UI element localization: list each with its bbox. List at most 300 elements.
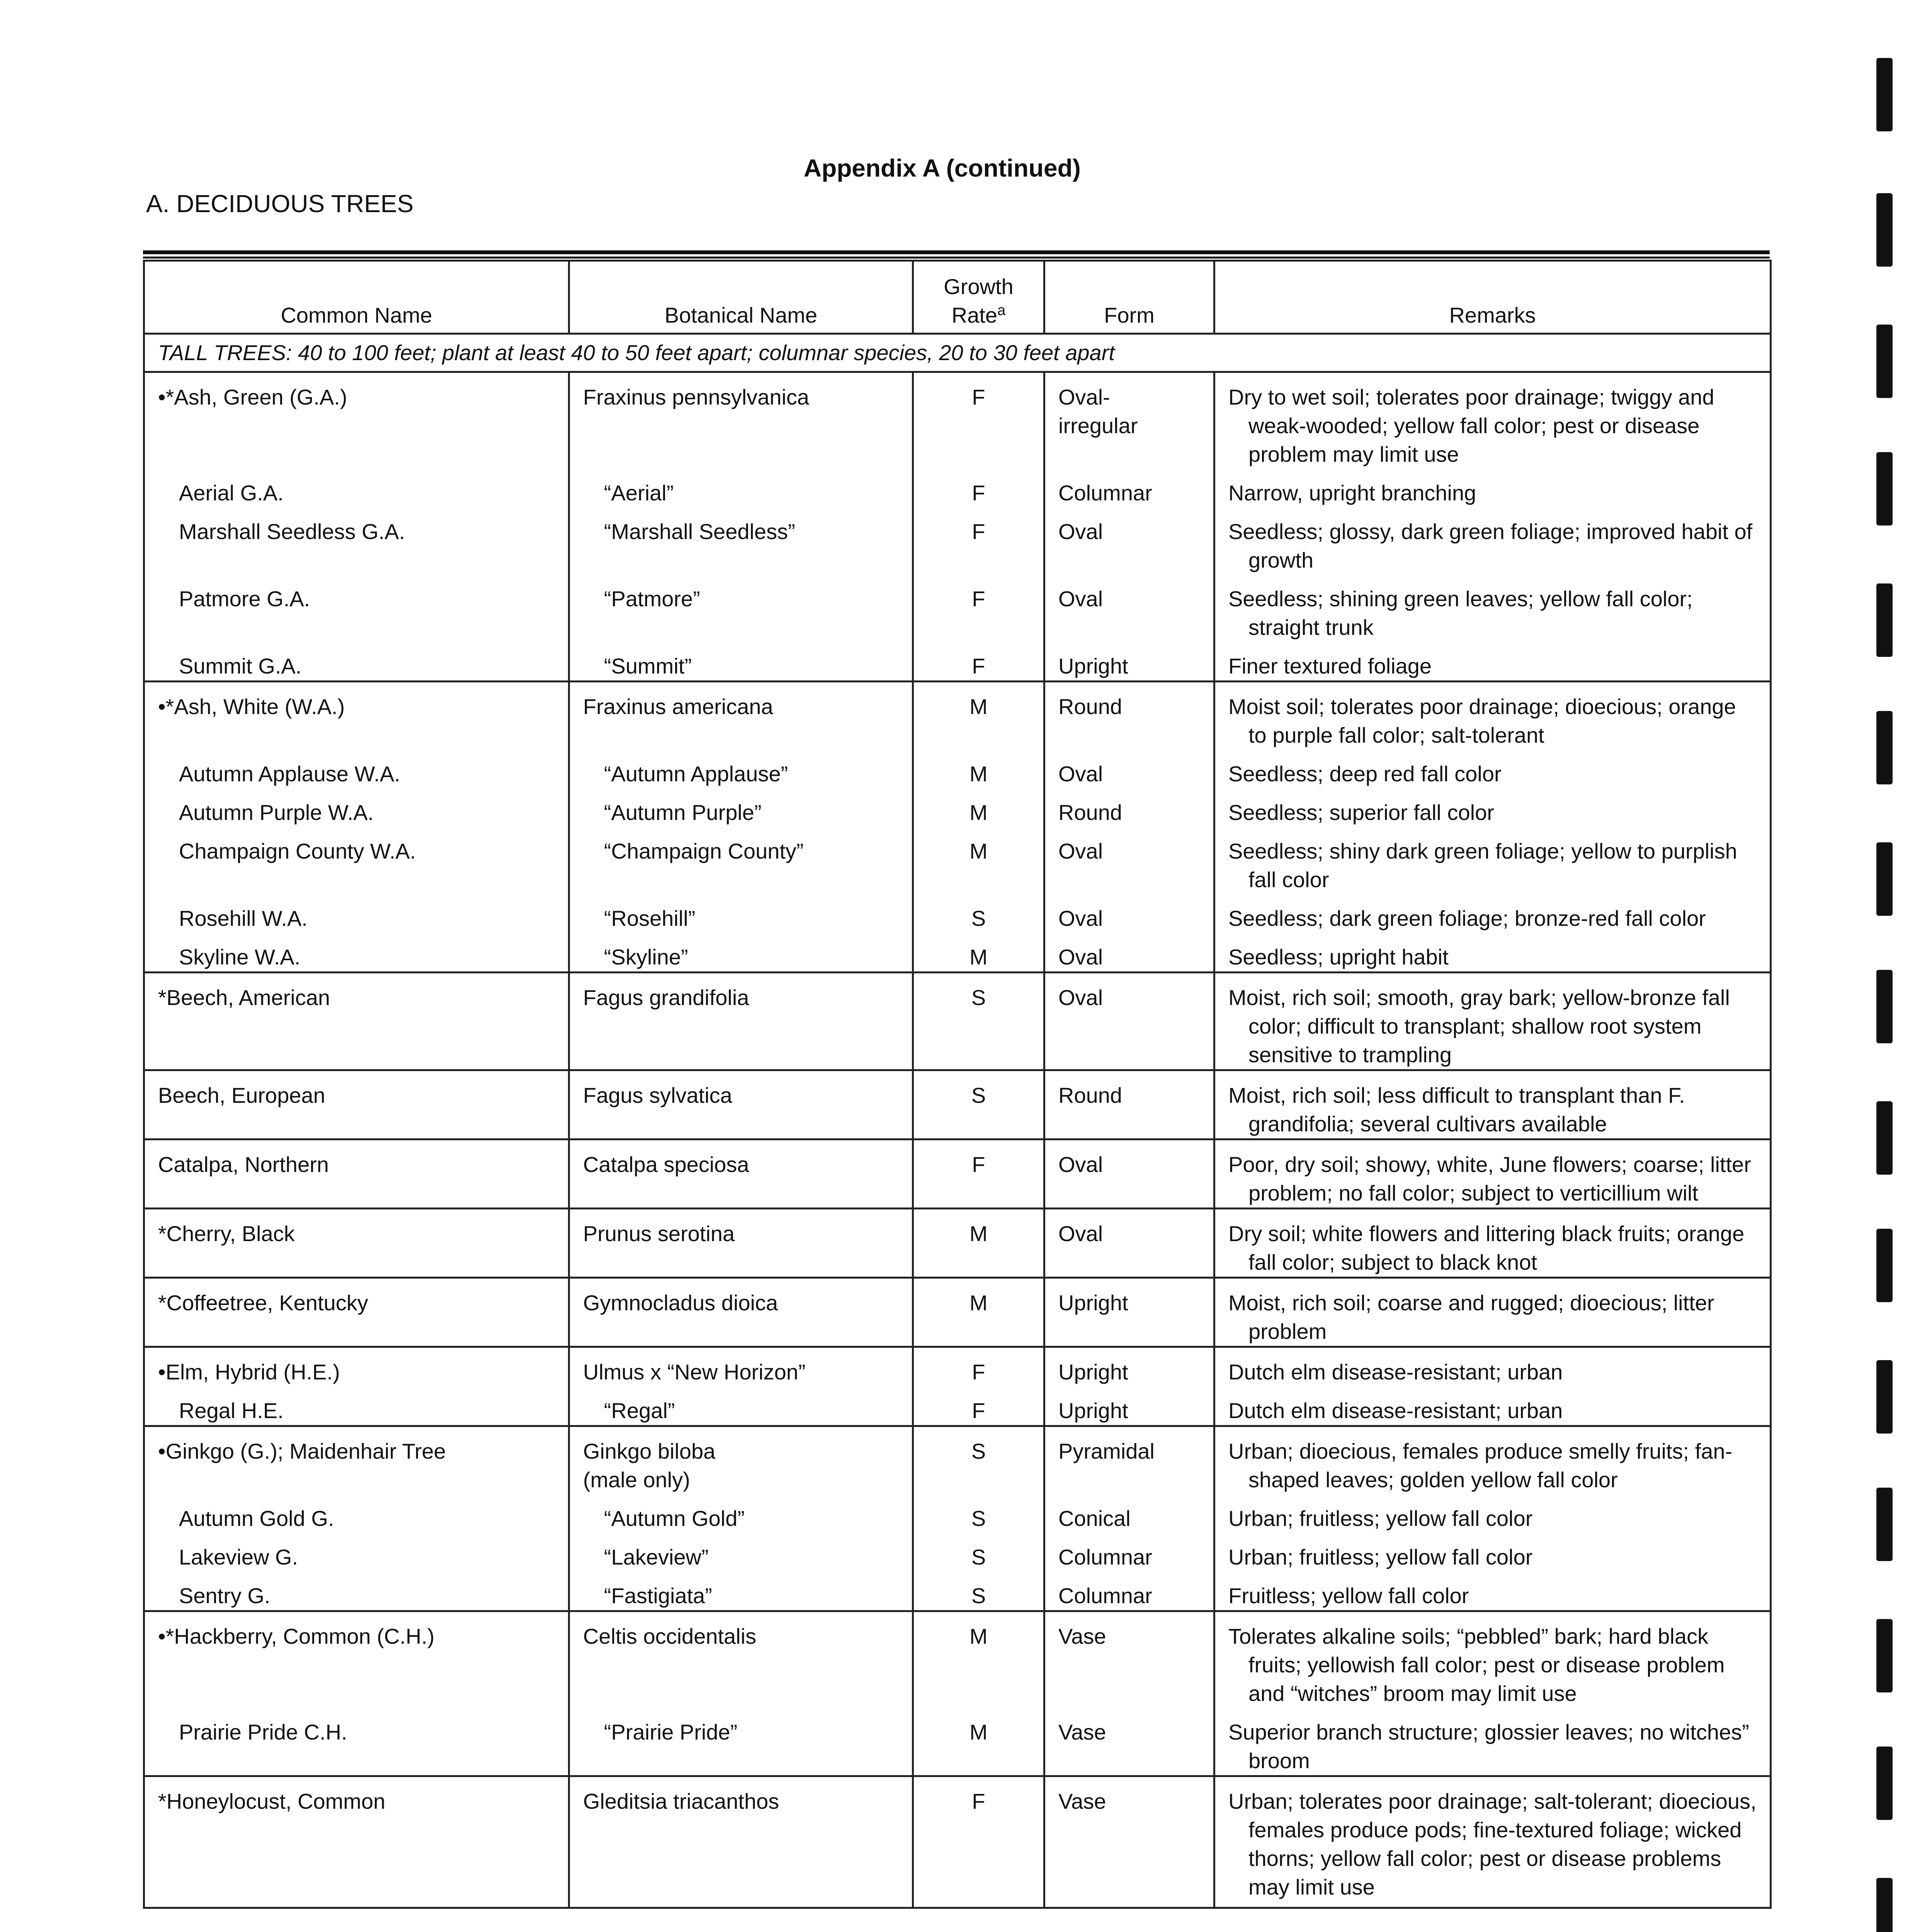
growth-rate-text: S (971, 1083, 986, 1107)
growth-rate-cell (913, 788, 1044, 827)
growth-rate-cell (913, 973, 1044, 1070)
botanical-name-text: Gleditsia triacanthos (583, 1789, 779, 1813)
botanical-name-cell (569, 827, 913, 894)
deciduous-trees-table (143, 260, 1772, 1909)
common-name-cell (144, 1347, 569, 1387)
table-row (144, 372, 1771, 469)
table-row (144, 894, 1771, 933)
botanical-name-text: “Rosehill” (604, 906, 696, 930)
remarks-cell (1214, 1386, 1771, 1426)
form-text: Oval (1058, 985, 1103, 1010)
common-name-text: *Coffeetree, Kentucky (158, 1291, 368, 1315)
growth-rate-cell (913, 1571, 1044, 1611)
table-row (144, 973, 1771, 1070)
form-text: Oval (1058, 1221, 1103, 1246)
binder-mark (1876, 1878, 1893, 1932)
common-name-cell (144, 973, 569, 1070)
remarks-cell (1214, 1139, 1771, 1209)
remarks-cell (1214, 1209, 1771, 1278)
growth-rate-cell (913, 933, 1044, 973)
remarks-text: Fruitless; yellow fall color (1228, 1583, 1469, 1608)
remarks-text: Narrow, upright branching (1228, 481, 1476, 505)
form-text: Pyramidal (1058, 1439, 1155, 1463)
remarks-cell (1214, 1611, 1771, 1708)
growth-rate-text: F (972, 481, 985, 505)
form-text: Vase (1058, 1624, 1106, 1648)
remarks-text: Moist, rich soil; smooth, gray bark; yellow-bronze fall color; difficult to transplant; shallow root system sensitive to trampling (1228, 985, 1730, 1067)
remarks-text: Dry soil; white flowers and littering black fruits; orange fall color; subject to black knot (1228, 1221, 1745, 1274)
table-row (144, 575, 1771, 642)
common-name-text: •*Ash, Green (G.A.) (158, 385, 347, 409)
growth-rate-text: S (971, 906, 986, 930)
growth-rate-text: M (969, 945, 988, 969)
common-name-cell (144, 642, 569, 682)
form-cell (1044, 372, 1214, 469)
remarks-text: Urban; dioecious, females produce smelly fruits; fan-shaped leaves; golden yellow fall color (1228, 1439, 1733, 1492)
common-name-text: *Beech, American (158, 985, 330, 1010)
binder-mark (1876, 1360, 1893, 1434)
common-name-cell (144, 1070, 569, 1139)
growth-rate-cell (913, 1776, 1044, 1908)
table-header-row (144, 261, 1771, 334)
common-name-text: Summit G.A. (179, 654, 302, 678)
table-row (144, 1070, 1771, 1139)
form-text: Upright (1058, 654, 1128, 678)
form-text: Vase (1058, 1789, 1106, 1813)
botanical-name-text: “Regal” (604, 1398, 675, 1423)
table-row (144, 933, 1771, 973)
common-name-text: Rosehill W.A. (179, 906, 308, 930)
growth-rate-cell (913, 1494, 1044, 1533)
common-name-cell (144, 788, 569, 827)
common-name-text: Marshall Seedless G.A. (179, 519, 405, 544)
form-cell (1044, 1494, 1214, 1533)
remarks-text: Seedless; superior fall color (1228, 800, 1494, 825)
column-header-remarks: Remarks (1214, 261, 1771, 334)
form-cell (1044, 933, 1214, 973)
remarks-text: Urban; fruitless; yellow fall color (1228, 1545, 1533, 1569)
botanical-name-cell (569, 469, 913, 507)
binder-mark (1876, 1619, 1893, 1692)
growth-rate-cell (913, 469, 1044, 507)
common-name-cell (144, 1426, 569, 1495)
remarks-cell (1214, 575, 1771, 642)
form-cell (1044, 1776, 1214, 1908)
remarks-cell (1214, 1533, 1771, 1571)
common-name-text: •Ginkgo (G.); Maidenhair Tree (158, 1439, 446, 1463)
form-text: Upright (1058, 1398, 1128, 1423)
growth-rate-text: M (969, 762, 988, 786)
common-name-cell (144, 894, 569, 933)
table-row (144, 1571, 1771, 1611)
form-text: Columnar (1058, 1583, 1152, 1608)
common-name-text: Sentry G. (179, 1583, 270, 1608)
form-cell (1044, 1571, 1214, 1611)
common-name-cell (144, 1139, 569, 1209)
growth-rate-text: F (972, 1789, 985, 1813)
remarks-text: Tolerates alkaline soils; “pebbled” bark; hard black fruits; yellowish fall color; pest or disease problem and “witches” broom may limit use (1228, 1624, 1725, 1706)
growth-rate-text: M (969, 1221, 988, 1246)
form-text: Round (1058, 800, 1122, 825)
common-name-text: Champaign County W.A. (179, 839, 416, 863)
growth-rate-cell (913, 642, 1044, 682)
binder-mark (1876, 842, 1893, 916)
growth-rate-cell (913, 1070, 1044, 1139)
form-cell (1044, 469, 1214, 507)
form-text: Round (1058, 694, 1122, 719)
remarks-cell (1214, 1426, 1771, 1495)
botanical-name-cell (569, 682, 913, 750)
form-text: Oval (1058, 945, 1103, 969)
common-name-cell (144, 827, 569, 894)
remarks-cell (1214, 642, 1771, 682)
binder-mark (1876, 193, 1893, 267)
growth-rate-line2: Rate (951, 303, 998, 327)
remarks-cell (1214, 788, 1771, 827)
form-cell (1044, 1611, 1214, 1708)
table-row (144, 1494, 1771, 1533)
botanical-name-text: Fraxinus americana (583, 694, 773, 719)
botanical-name-text: Gymnocladus dioica (583, 1291, 778, 1315)
botanical-name-cell (569, 1070, 913, 1139)
common-name-text: *Cherry, Black (158, 1221, 295, 1246)
remarks-text: Seedless; shining green leaves; yellow fall color; straight trunk (1228, 587, 1693, 639)
botanical-name-text: Celtis occidentalis (583, 1624, 757, 1648)
botanical-name-cell (569, 372, 913, 469)
botanical-name-text: “Skyline” (604, 945, 688, 969)
growth-rate-cell (913, 1386, 1044, 1426)
remarks-text: Finer textured foliage (1228, 654, 1432, 678)
form-text: Columnar (1058, 1545, 1152, 1569)
common-name-text: •*Hackberry, Common (C.H.) (158, 1624, 435, 1648)
remarks-text: Dry to wet soil; tolerates poor drainage; twiggy and weak-wooded; yellow fall color; pest or disease problem may limit use (1228, 385, 1714, 466)
binder-mark (1876, 711, 1893, 784)
remarks-text: Seedless; dark green foliage; bronze-red fall color (1228, 906, 1706, 930)
common-name-cell (144, 750, 569, 788)
remarks-cell (1214, 1776, 1771, 1908)
botanical-name-text: “Summit” (604, 654, 692, 678)
remarks-cell (1214, 1347, 1771, 1387)
remarks-text: Poor, dry soil; showy, white, June flowers; coarse; litter problem; no fall color; subject to verticillium wilt (1228, 1152, 1751, 1205)
common-name-cell (144, 507, 569, 575)
common-name-text: Autumn Purple W.A. (179, 800, 374, 825)
common-name-text: Prairie Pride C.H. (179, 1720, 347, 1744)
botanical-name-cell (569, 1494, 913, 1533)
table-row (144, 1139, 1771, 1209)
form-text: Oval (1058, 587, 1103, 611)
common-name-cell (144, 1494, 569, 1533)
section-title: A. DECIDUOUS TREES (146, 190, 414, 218)
common-name-cell (144, 1611, 569, 1708)
botanical-name-cell (569, 1571, 913, 1611)
form-text: Columnar (1058, 481, 1152, 505)
common-name-cell (144, 1533, 569, 1571)
form-cell (1044, 1209, 1214, 1278)
remarks-cell (1214, 1571, 1771, 1611)
form-text: Conical (1058, 1506, 1131, 1531)
growth-rate-cell (913, 682, 1044, 750)
form-cell (1044, 894, 1214, 933)
common-name-text: •Elm, Hybrid (H.E.) (158, 1360, 340, 1384)
botanical-name-text: Ginkgo biloba (male only) (583, 1439, 716, 1492)
common-name-cell (144, 933, 569, 973)
form-text: Vase (1058, 1720, 1106, 1744)
form-text: Upright (1058, 1291, 1128, 1315)
botanical-name-text: “Autumn Gold” (604, 1506, 745, 1531)
botanical-name-cell (569, 1611, 913, 1708)
form-cell (1044, 750, 1214, 788)
table-row (144, 788, 1771, 827)
botanical-name-cell (569, 933, 913, 973)
binder-mark (1876, 1101, 1893, 1175)
botanical-name-text: Fagus sylvatica (583, 1083, 732, 1107)
growth-rate-text: S (971, 1439, 986, 1463)
common-name-text: Autumn Gold G. (179, 1506, 334, 1531)
common-name-cell (144, 372, 569, 469)
common-name-text: Skyline W.A. (179, 945, 301, 969)
growth-rate-text: M (969, 694, 988, 719)
botanical-name-text: “Aerial” (604, 481, 674, 505)
remarks-text: Moist, rich soil; coarse and rugged; dioecious; litter problem (1228, 1291, 1714, 1344)
botanical-name-cell (569, 1139, 913, 1209)
growth-rate-cell (913, 1611, 1044, 1708)
binder-mark (1876, 583, 1893, 657)
table-body (144, 334, 1771, 1908)
column-header-common-name: Common Name (144, 261, 569, 334)
table-row (144, 1708, 1771, 1776)
common-name-cell (144, 1708, 569, 1776)
growth-rate-cell (913, 750, 1044, 788)
remarks-text: Seedless; upright habit (1228, 945, 1449, 969)
botanical-name-cell (569, 1347, 913, 1387)
growth-rate-text: F (972, 654, 985, 678)
column-header-botanical-name: Botanical Name (569, 261, 913, 334)
table-row (144, 750, 1771, 788)
top-rule-thin (143, 257, 1770, 259)
growth-rate-cell (913, 1533, 1044, 1571)
common-name-cell (144, 469, 569, 507)
botanical-name-text: Fraxinus pennsylvanica (583, 385, 810, 409)
growth-rate-text: S (971, 1545, 986, 1569)
remarks-cell (1214, 750, 1771, 788)
growth-rate-text: M (969, 1291, 988, 1315)
growth-rate-text: S (971, 1583, 986, 1608)
table-row (144, 642, 1771, 682)
remarks-cell (1214, 1278, 1771, 1347)
remarks-text: Moist soil; tolerates poor drainage; dioecious; orange to purple fall color; salt-tolerant (1228, 694, 1736, 747)
remarks-text: Urban; fruitless; yellow fall color (1228, 1506, 1533, 1531)
remarks-text: Superior branch structure; glossier leaves; no witches” broom (1228, 1720, 1749, 1773)
common-name-cell (144, 1776, 569, 1908)
botanical-name-text: “Lakeview” (604, 1545, 709, 1569)
common-name-cell (144, 1209, 569, 1278)
table-row (144, 1426, 1771, 1495)
remarks-cell (1214, 894, 1771, 933)
appendix-title: Appendix A (continued) (804, 154, 1081, 182)
botanical-name-cell (569, 507, 913, 575)
binder-mark (1876, 452, 1893, 526)
botanical-name-text: Ulmus x “New Horizon” (583, 1360, 806, 1384)
growth-rate-cell (913, 1426, 1044, 1495)
botanical-name-text: Prunus serotina (583, 1221, 735, 1246)
growth-rate-cell (913, 827, 1044, 894)
growth-rate-text: M (969, 1624, 988, 1648)
remarks-text: Seedless; glossy, dark green foliage; improved habit of growth (1228, 519, 1753, 572)
botanical-name-text: “Patmore” (604, 587, 700, 611)
form-cell (1044, 973, 1214, 1070)
botanical-name-text: “Champaign County” (604, 839, 804, 863)
growth-rate-text: F (972, 1152, 985, 1177)
remarks-cell (1214, 973, 1771, 1070)
table-row (144, 1533, 1771, 1571)
growth-rate-text: S (971, 1506, 986, 1531)
growth-rate-text: M (969, 800, 988, 825)
botanical-name-text: Catalpa speciosa (583, 1152, 749, 1177)
growth-rate-text: F (972, 587, 985, 611)
remarks-cell (1214, 469, 1771, 507)
botanical-name-cell (569, 788, 913, 827)
table-row (144, 682, 1771, 750)
table-row (144, 1386, 1771, 1426)
binder-mark (1876, 325, 1893, 398)
category-label: TALL TREES: 40 to 100 feet; plant at least 40 to 50 feet apart; columnar species, 20 to 30 feet apart (144, 334, 1771, 372)
growth-rate-text: F (972, 519, 985, 544)
top-rule (143, 250, 1770, 254)
common-name-text: Patmore G.A. (179, 587, 310, 611)
form-cell (1044, 1708, 1214, 1776)
common-name-cell (144, 1571, 569, 1611)
column-header-growth-rate (913, 261, 1044, 334)
remarks-cell (1214, 372, 1771, 469)
common-name-text: Aerial G.A. (179, 481, 284, 505)
form-cell (1044, 1139, 1214, 1209)
remarks-cell (1214, 507, 1771, 575)
binder-mark (1876, 1229, 1893, 1302)
table-row (144, 1347, 1771, 1387)
form-cell (1044, 682, 1214, 750)
form-text: Round (1058, 1083, 1122, 1107)
growth-rate-footnote: a (997, 302, 1006, 319)
growth-rate-cell (913, 1278, 1044, 1347)
remarks-cell (1214, 1494, 1771, 1533)
growth-rate-line1: Growth (944, 274, 1014, 299)
common-name-cell (144, 575, 569, 642)
remarks-cell (1214, 933, 1771, 973)
growth-rate-cell (913, 575, 1044, 642)
table-row (144, 507, 1771, 575)
form-text: Oval (1058, 839, 1103, 863)
botanical-name-text: “Autumn Applause” (604, 762, 788, 786)
botanical-name-cell (569, 575, 913, 642)
growth-rate-cell (913, 507, 1044, 575)
growth-rate-cell (913, 1139, 1044, 1209)
remarks-cell (1214, 682, 1771, 750)
form-text: Oval (1058, 519, 1103, 544)
table-row (144, 1611, 1771, 1708)
table-row (144, 469, 1771, 507)
form-cell (1044, 1426, 1214, 1495)
form-cell (1044, 1278, 1214, 1347)
remarks-cell (1214, 1070, 1771, 1139)
form-cell (1044, 1386, 1214, 1426)
form-cell (1044, 827, 1214, 894)
remarks-cell (1214, 1708, 1771, 1776)
growth-rate-text: M (969, 839, 988, 863)
botanical-name-text: “Marshall Seedless” (604, 519, 795, 544)
common-name-text: *Honeylocust, Common (158, 1789, 386, 1813)
common-name-text: Lakeview G. (179, 1545, 298, 1569)
botanical-name-cell (569, 1209, 913, 1278)
botanical-name-text: Fagus grandifolia (583, 985, 749, 1010)
botanical-name-text: “Autumn Purple” (604, 800, 762, 825)
remarks-text: Dutch elm disease-resistant; urban (1228, 1360, 1563, 1384)
botanical-name-cell (569, 973, 913, 1070)
remarks-text: Seedless; deep red fall color (1228, 762, 1502, 786)
binder-mark (1876, 1747, 1893, 1820)
growth-rate-cell (913, 372, 1044, 469)
remarks-text: Urban; tolerates poor drainage; salt-tolerant; dioecious, females produce pods; fine-textured foliage; wicked thorns; yellow fall color; pest or disease problems may limit use (1228, 1789, 1757, 1899)
common-name-text: Catalpa, Northern (158, 1152, 329, 1177)
botanical-name-cell (569, 1776, 913, 1908)
binder-mark (1876, 1488, 1893, 1561)
remarks-text: Dutch elm disease-resistant; urban (1228, 1398, 1563, 1423)
botanical-name-cell (569, 1426, 913, 1495)
common-name-text: Autumn Applause W.A. (179, 762, 400, 786)
common-name-cell (144, 1386, 569, 1426)
botanical-name-cell (569, 642, 913, 682)
growth-rate-cell (913, 1347, 1044, 1387)
botanical-name-cell (569, 1533, 913, 1571)
form-text: Oval- irregular (1058, 385, 1138, 438)
botanical-name-text: “Fastigiata” (604, 1583, 713, 1608)
form-cell (1044, 788, 1214, 827)
growth-rate-text: F (972, 1360, 985, 1384)
form-cell (1044, 575, 1214, 642)
form-cell (1044, 1070, 1214, 1139)
growth-rate-text: F (972, 1398, 985, 1423)
form-text: Oval (1058, 906, 1103, 930)
common-name-cell (144, 1278, 569, 1347)
common-name-text: Beech, European (158, 1083, 325, 1107)
column-header-form: Form (1044, 261, 1214, 334)
botanical-name-cell (569, 750, 913, 788)
growth-rate-cell (913, 1708, 1044, 1776)
growth-rate-text: M (969, 1720, 988, 1744)
remarks-text: Seedless; shiny dark green foliage; yellow to purplish fall color (1228, 839, 1737, 892)
binder-mark (1876, 58, 1893, 131)
common-name-text: •*Ash, White (W.A.) (158, 694, 345, 719)
table-row (144, 1776, 1771, 1908)
form-cell (1044, 507, 1214, 575)
table-row (144, 827, 1771, 894)
table-row (144, 1278, 1771, 1347)
form-cell (1044, 1347, 1214, 1387)
common-name-cell (144, 682, 569, 750)
growth-rate-text: F (972, 385, 985, 409)
growth-rate-text: S (971, 985, 986, 1010)
form-cell (1044, 642, 1214, 682)
form-text: Oval (1058, 1152, 1103, 1177)
binder-mark (1876, 970, 1893, 1043)
growth-rate-cell (913, 1209, 1044, 1278)
form-text: Upright (1058, 1360, 1128, 1384)
table-row (144, 1209, 1771, 1278)
botanical-name-cell (569, 1708, 913, 1776)
botanical-name-cell (569, 894, 913, 933)
growth-rate-cell (913, 894, 1044, 933)
common-name-text: Regal H.E. (179, 1398, 284, 1423)
botanical-name-text: “Prairie Pride” (604, 1720, 738, 1744)
